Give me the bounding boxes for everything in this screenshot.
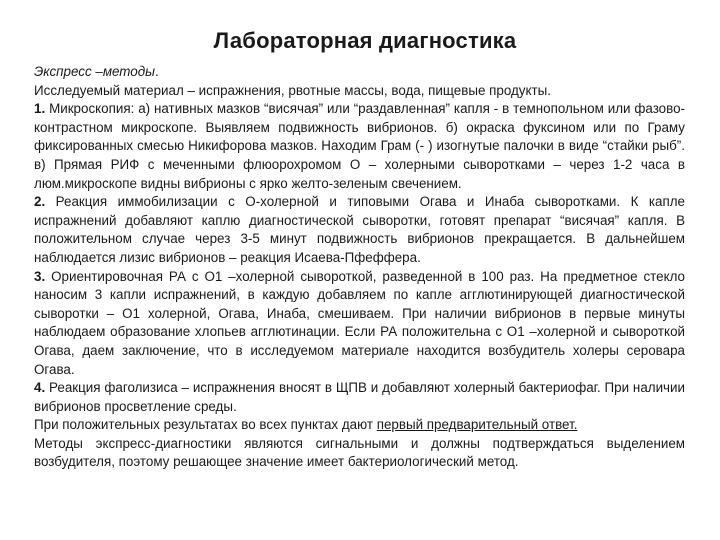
method-number: 3.	[34, 268, 46, 284]
slide-content	[34, 63, 685, 472]
express-methods-punct: .	[155, 64, 159, 79]
method-number: 4.	[34, 380, 46, 396]
conclusion-line	[34, 416, 685, 435]
conclusion-before: При положительных результатах во всех пунктах дают	[34, 417, 377, 433]
conclusion-underlined: первый предварительный ответ.	[376, 417, 578, 433]
conclusion-rest: Методы экспресс-диагностики являются сигнальными и должны подтверждаться выделением возбудителя, поэтому решающее значение имеет бактериологический метод.	[34, 435, 685, 470]
method-item-4	[34, 379, 685, 416]
method-number: 1.	[34, 101, 46, 117]
method-text: Реакция фаголизиса – испражнения вносят в ЩПВ и добавляют холерный бактериофаг. При наличии вибрионов просветление среды.	[34, 380, 685, 414]
method-item-1	[34, 100, 685, 193]
method-item-3	[34, 268, 685, 380]
method-text: Ориентировочная РА с О1 –холерной сывороткой, разведенной в 100 раз. На предметное стекло наносим 3 капли испражнений, в каждую добавляем по капле агглютинирующей диагностической сыворотки – О1 холерной, Огава, Инаба, смешиваем. При наличии вибрионов в первые минуты наблюдаем образование хлопьев агглютинации. Если РА положительна с О1 –холерной и сывороткой Огава, даем заключение, что в исследуемом материале находится возбудитель холеры серовара Огава.	[34, 268, 685, 377]
slide-title: Лабораторная диагностика	[213, 28, 517, 53]
express-methods-line	[34, 63, 685, 82]
method-text: Микроскопия: а) нативных мазков “висячая” или “раздавленная” капля - в темнопольном или фазово-контрастном микроскопе. Выявляем подвижность вибрионов. б) окраска фуксином или по Граму фиксированных смесью Никифорова мазков. Находим Грам (- ) изогнутые палочки в виде “стайки рыб”. в) Прямая РИФ с меченными флюорохромом О – холерными сыворотками – через 1-2 часа в люм.микроскопе видны вибрионы с ярко желто-зеленым свечением.	[34, 101, 685, 191]
method-item-2	[34, 193, 685, 267]
method-text: Реакция иммобилизации с О-холерной и типовыми Огава и Инаба сыворотками. К капле испражнений добавляют каплю диагностической сыворотки, готовят препарат “висячая” капля. В положительном случае через 3-5 минут подвижность вибрионов прекращается. В дальнейшем наблюдается лизис вибрионов – реакция Исаева-Пфеффера.	[34, 194, 685, 265]
express-methods-label: Экспресс –методы	[34, 64, 156, 79]
method-number: 2.	[34, 194, 46, 210]
material-paragraph: Исследуемый материал – испражнения, рвотные массы, вода, пищевые продукты.	[34, 82, 551, 98]
